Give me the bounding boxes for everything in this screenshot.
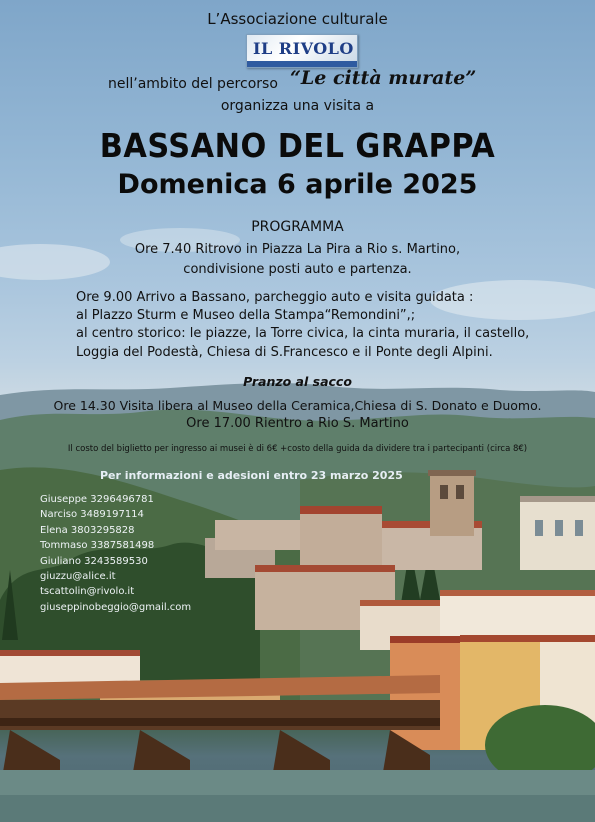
programma-line: Ore 7.40 Ritrovo in Piazza La Pira a Rio s. Martino, (134, 242, 461, 257)
contact-item: Giuseppe 3296496781 (40, 494, 154, 505)
pranzo-label: Pranzo al sacco (243, 374, 352, 389)
contact-item: Tommaso 3387581498 (40, 540, 155, 552)
info-deadline: Per informazioni e adesioni entro 23 marzo 2025 (100, 469, 403, 482)
contact-item: Narciso 3489197114 (40, 509, 144, 521)
civic-tower (430, 472, 474, 536)
programma-line: al centro storico: le piazze, la Torre civica, la cinta muraria, il castello, (76, 326, 530, 341)
afternoon-line: Ore 17.00 Rientro a Rio S. Martino (186, 416, 409, 431)
programma-line: al Plazzo Sturm e Museo della Stampa“Remondini”,; (76, 308, 416, 323)
il-rivolo-logo (246, 34, 358, 68)
programma-title: PROGRAMMA (251, 219, 344, 235)
logo-text: IL RIVOLO (253, 39, 354, 58)
contact-email[interactable]: tscattolin@rivolo.it (40, 586, 135, 598)
afternoon-line: Ore 14.30 Visita libera al Museo della Ceramica,Chiesa di S. Donato e Duomo. (53, 398, 542, 413)
contacts-list (40, 492, 191, 615)
contact-item: Elena 3803295828 (40, 524, 135, 536)
contact-item: Giuliano 3243589530 (40, 555, 148, 567)
programma-line: condivisione posti auto e partenza. (183, 262, 412, 277)
programma-line: Loggia del Podestà, Chiesa di S.Francesco e il Ponte degli Alpini. (76, 345, 493, 360)
city-title: BASSANO DEL GRAPPA (99, 126, 496, 165)
castle-tower (300, 510, 382, 572)
percorso-name: “Le città murate” (290, 67, 477, 89)
programma-line: Ore 9.00 Arrivo a Bassano, parcheggio auto e visita guidata : (76, 290, 474, 305)
association-label: L’Associazione culturale (207, 10, 388, 28)
costo-note: Il costo del biglietto per ingresso ai musei è di 6€ +costo della guida da dividere tra i partecipanti (circa 8€) (67, 444, 528, 454)
event-date: Domenica 6 aprile 2025 (117, 169, 478, 200)
ambito-text: nell’ambito del percorso (108, 76, 278, 92)
organizza-text: organizza una visita a (220, 98, 375, 114)
contact-email[interactable]: giuseppinobeggio@gmail.com (40, 601, 192, 613)
contact-email[interactable]: giuzzu@alice.it (40, 571, 116, 583)
